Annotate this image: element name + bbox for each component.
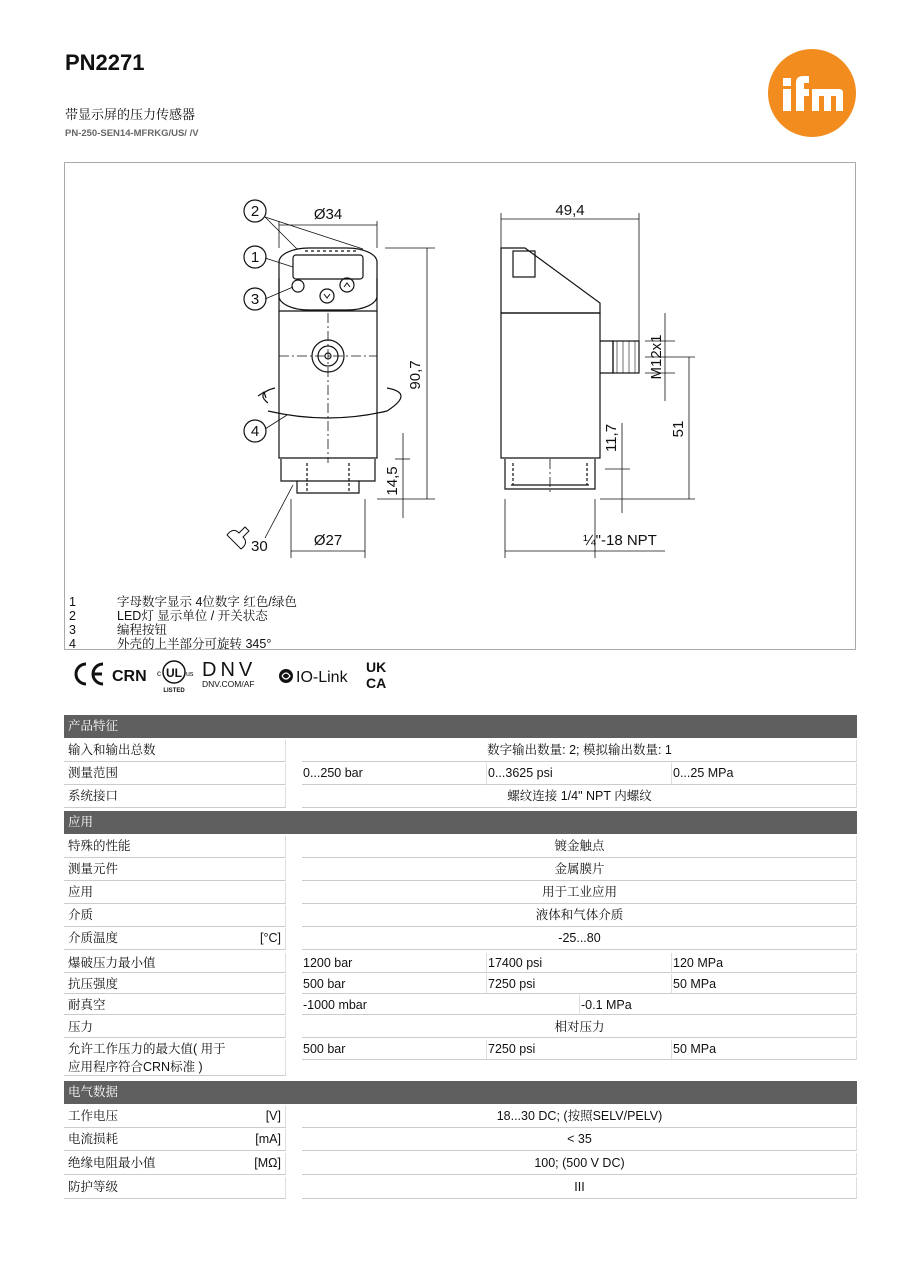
ce-mark <box>70 656 103 684</box>
dim-npt: ¼"-18 NPT <box>583 532 657 549</box>
ifm-logo-text: ifm <box>767 48 769 49</box>
row-pressure-type: 压力 相对压力 <box>64 1016 857 1038</box>
callout-1: 1 <box>250 249 260 266</box>
dim-11-7: 11,7 <box>603 423 620 453</box>
ifm-logo <box>767 48 857 138</box>
row-vacuum-resistance: 耐真空 -1000 mbar -0.1 MPa <box>64 995 857 1015</box>
dim-m12x1: M12x1 <box>648 334 665 380</box>
row-crn-max-pressure: 允许工作压力的最大值( 用于 应用程序符合CRN标准 ) 500 bar 7250 psi 50 MPa <box>64 1040 857 1076</box>
ul-listed-mark <box>157 661 194 694</box>
row-application: 应用 用于工业应用 <box>64 882 857 904</box>
row-measuring-element: 测量元件 金属膜片 <box>64 859 857 881</box>
svg-text:UL: UL <box>166 666 182 680</box>
svg-text:CA: CA <box>366 675 387 691</box>
svg-text:IO-Link: IO-Link <box>296 669 348 686</box>
callout-3: 3 <box>250 291 260 308</box>
ukca-mark <box>366 659 386 691</box>
row-measuring-range: 测量范围 0...250 bar 0...3625 psi 0...25 MPa <box>64 763 857 785</box>
certification-marks <box>70 656 400 694</box>
dim-wrench-30: 30 <box>251 538 268 555</box>
dim-14-5: 14,5 <box>384 466 401 496</box>
row-medium: 介质 液体和气体介质 <box>64 905 857 927</box>
section-header-electrical-data: 电气数据 <box>64 1081 857 1104</box>
dimension-drawing <box>65 163 857 603</box>
article-code: PN-250-SEN14-MFRKG/US/ /V <box>65 128 199 139</box>
callout-2: 2 <box>250 203 260 220</box>
dim-51: 51 <box>670 420 687 438</box>
svg-text:DNV: DNV <box>202 659 257 681</box>
callout-4: 4 <box>250 423 260 440</box>
dim-diameter-27: Ø27 <box>313 532 343 549</box>
section-header-application: 应用 <box>64 811 857 834</box>
row-overload-pressure: 抗压强度 500 bar 7250 psi 50 MPa <box>64 974 857 994</box>
side-view <box>501 213 695 558</box>
row-insulation-resistance: 绝缘电阻最小值 [MΩ] 100; (500 V DC) <box>64 1153 857 1175</box>
io-link-mark <box>279 669 349 686</box>
section-header-product-features: 产品特征 <box>64 715 857 738</box>
svg-text:DNV.COM/AF: DNV.COM/AF <box>202 679 255 689</box>
dimension-drawing-frame: 2 1 3 4 Ø34 49,4 90,7 14,5 Ø27 30 11,7 51 M12x1 ¼"-18 NPT 1 字母数字显示 4位数字 红色/绿色 2 LED灯 显示单位 / 开关状态 3 编程按钮 4 外壳的上半部分可旋转 345° <box>64 162 856 650</box>
row-special-feature: 特殊的性能 镀金触点 <box>64 836 857 858</box>
row-burst-pressure: 爆破压力最小值 1200 bar 17400 psi 120 MPa <box>64 953 857 973</box>
product-subtitle: 带显示屏的压力传感器 <box>65 107 196 122</box>
row-current-consumption: 电流损耗 [mA] < 35 <box>64 1129 857 1151</box>
svg-text:LISTED: LISTED <box>163 688 185 694</box>
row-io-total: 输入和输出总数 数字输出数量: 2; 模拟输出数量: 1 <box>64 740 857 762</box>
dnv-mark <box>202 659 256 689</box>
svg-text:c: c <box>157 669 161 678</box>
dim-90-7: 90,7 <box>407 360 424 390</box>
svg-text:us: us <box>186 671 194 678</box>
crn-mark: CRN <box>112 668 147 685</box>
row-medium-temperature: 介质温度 [°C] -25...80 <box>64 928 857 950</box>
row-process-connection: 系统接口 螺纹连接 1/4" NPT 内螺纹 <box>64 786 857 808</box>
svg-text:UK: UK <box>366 659 387 675</box>
svg-text:CE: CE <box>70 656 72 657</box>
dim-diameter-34: Ø34 <box>313 206 343 223</box>
row-protection-class: 防护等级 III <box>64 1177 857 1199</box>
product-title: PN2271 <box>65 50 145 75</box>
dim-49-4: 49,4 <box>555 202 585 219</box>
row-operating-voltage: 工作电压 [V] 18...30 DC; (按照SELV/PELV) <box>64 1106 857 1128</box>
